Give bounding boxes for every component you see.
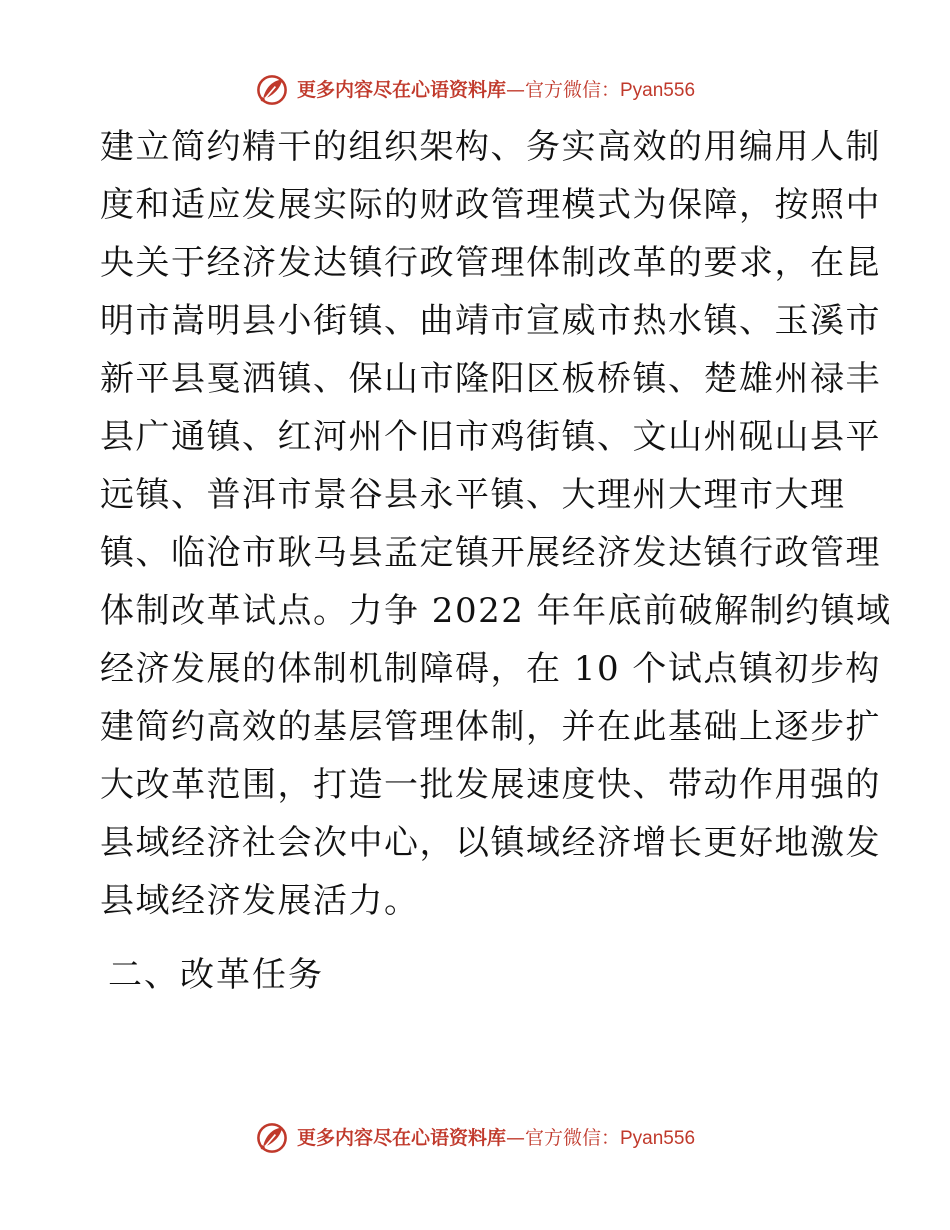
body-line: 大改革范围，打造一批发展速度快、带动作用强的 <box>100 765 881 805</box>
footer-watermark <box>0 1118 950 1158</box>
leaf-pen-logo-icon <box>255 73 289 107</box>
body-line: 建立简约精干的组织架构、务实高效的用编用人制 <box>100 127 881 167</box>
watermark-wechat-label: 官方微信： <box>524 78 620 101</box>
watermark-main-text: 更多内容尽在心语资料库 <box>296 78 506 101</box>
body-line: 县广通镇、红河州个旧市鸡街镇、文山州砚山县平 <box>100 417 881 457</box>
watermark-separator: — <box>505 1126 525 1149</box>
body-line: 度和适应发展实际的财政管理模式为保障，按照中 <box>100 185 881 225</box>
watermark-wechat-id: Pyan556 <box>620 79 696 101</box>
leaf-pen-logo-icon <box>255 1121 289 1155</box>
body-line: 央关于经济发达镇行政管理体制改革的要求，在昆 <box>100 243 881 283</box>
body-line: 县域经济社会次中心，以镇域经济增长更好地激发 <box>100 823 881 863</box>
document-body <box>100 118 892 930</box>
body-line: 明市嵩明县小街镇、曲靖市宣威市热水镇、玉溪市 <box>100 301 881 341</box>
body-line: 镇、临沧市耿马县孟定镇开展经济发达镇行政管理 <box>100 533 881 573</box>
section-heading: 二、改革任务 <box>108 955 324 995</box>
watermark-text <box>296 78 696 101</box>
watermark-text <box>296 1126 696 1149</box>
body-line: 体制改革试点。力争 2022 年年底前破解制约镇域 <box>100 591 892 631</box>
body-line: 经济发展的体制机制障碍，在 10 个试点镇初步构 <box>100 649 881 689</box>
header-watermark <box>0 70 950 110</box>
body-line: 建简约高效的基层管理体制，并在此基础上逐步扩 <box>100 707 881 747</box>
watermark-wechat-label: 官方微信： <box>524 1126 620 1149</box>
body-line: 远镇、普洱市景谷县永平镇、大理州大理市大理 <box>100 475 846 515</box>
watermark-separator: — <box>505 78 525 101</box>
body-line: 新平县戛洒镇、保山市隆阳区板桥镇、楚雄州禄丰 <box>100 359 881 399</box>
watermark-wechat-id: Pyan556 <box>620 1127 696 1149</box>
watermark-main-text: 更多内容尽在心语资料库 <box>296 1126 506 1149</box>
body-line: 县域经济发展活力。 <box>100 881 420 921</box>
